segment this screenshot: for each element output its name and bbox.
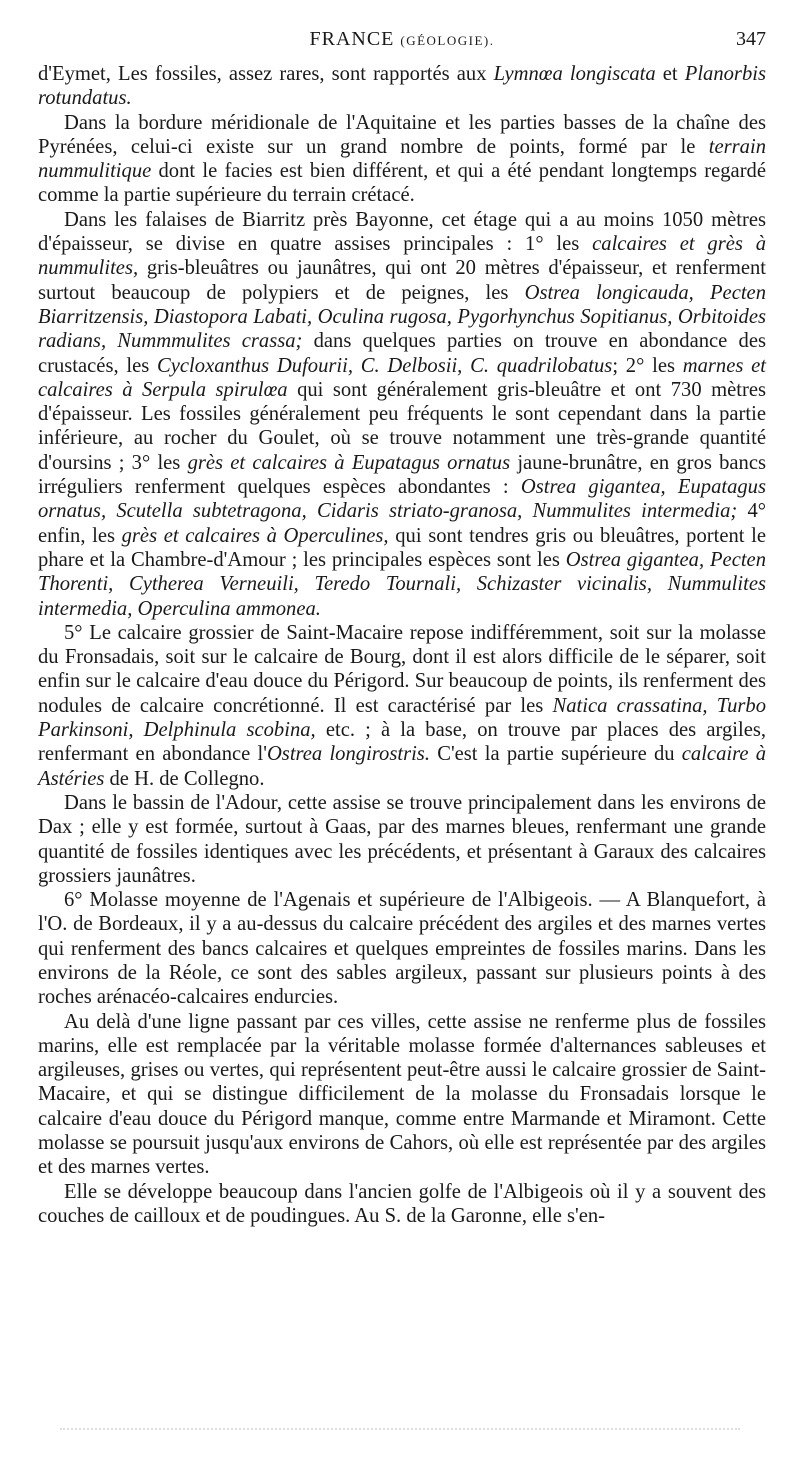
italic-term: calcaire à Astéries bbox=[38, 743, 766, 790]
text-run: dans quelques parties on trouve en abondance des crustacés, les bbox=[38, 330, 766, 377]
italic-term: Cycloxanthus Dufourii, C. Delbosii, C. quadrilobatus bbox=[157, 354, 613, 377]
italic-term: grès et calcaires à Eupatagus ornatus bbox=[187, 451, 511, 474]
text-run: C'est la partie supérieure du bbox=[429, 743, 682, 766]
text-run: 5° Le calcaire grossier de Saint-Macaire repose indifféremment, soit sur la molasse du Fronsadais, soit sur le calcaire de Bourg, dont il est alors difficile de le séparer, soit enfin sur le calcaire d'eau douce du Périgord. Sur beaucoup de points, ils renferment des nodules de calcaire concrétionné. Il est caractérisé par les bbox=[38, 621, 766, 717]
text-run: ; 2° les bbox=[612, 354, 683, 377]
italic-term: Ostrea gigantea, Eupatagus ornatus, Scutella subtetragona, Cidaris striato-granosa, Nummulites intermedia; bbox=[38, 476, 766, 523]
running-title-sub: (GÉOLOGIE). bbox=[400, 33, 495, 48]
text-run: Elle se développe beaucoup dans l'ancien golfe de l'Albigeois où il y a souvent des couches de cailloux et de poudingues. Au S. de la Garonne, elle s'en- bbox=[38, 1180, 766, 1227]
paragraph bbox=[38, 62, 766, 111]
running-title bbox=[38, 28, 766, 51]
text-run: jaune-brunâtre, en gros bancs irréguliers renferment quelques espèces abondantes : bbox=[38, 451, 767, 499]
italic-term: Ostrea longicauda, Pecten Biarritzensis, Diastopora Labati, Oculina rugosa, Pygorhynchus Sopitianus, Orbitoides radians, Nummmulites crassa; bbox=[38, 281, 766, 353]
page-header bbox=[38, 28, 766, 62]
text-run: Au delà d'une ligne passant par ces villes, cette assise ne renferme plus de fossiles marins, elle est remplacée par la véritable molasse formée d'alternances sableuses et argileuses, grises ou vertes, qui représentent peut-être aussi le calcaire grossier de Saint-Macaire, et qui se distingue difficilement de la molasse du Fronsadais lorsque le calcaire d'eau douce du Périgord manque, comme entre Marmande et Miramont. Cette molasse se poursuit jusqu'aux environs de Cahors, où elle est représentée par des argiles et des marnes vertes. bbox=[38, 1010, 766, 1179]
document-page bbox=[38, 28, 766, 1228]
paragraph bbox=[38, 621, 766, 791]
italic-term: Ostrea gigantea, Pecten Thorenti, Cytherea Verneuili, Teredo Tournali, Schizaster vicinalis, Nummulites intermedia, Operculina ammonea. bbox=[38, 548, 766, 620]
italic-term: terrain nummulitique bbox=[38, 135, 766, 183]
text-run: etc. ; à la base, on trouve par places des argiles, renfermant en abondance l' bbox=[38, 719, 767, 766]
text-run: de H. de Collegno. bbox=[104, 767, 265, 790]
paragraph bbox=[38, 111, 766, 208]
text-run: qui sont tendres gris ou bleuâtres, portent le phare et la Chambre-d'Amour ; les principales espèces sont les bbox=[38, 524, 766, 571]
paragraph bbox=[38, 791, 766, 888]
paragraph bbox=[38, 1010, 766, 1180]
paragraph bbox=[38, 888, 766, 1009]
text-run: qui sont généralement gris-bleuâtre et ont 730 mètres d'épaisseur. Les fossiles généralement peu fréquents le sont cependant dans la partie inférieure, au rocher du Goulet, où se trouve notamment une très-grande quantité d'oursins ; 3° les bbox=[38, 378, 766, 474]
italic-term: grès et calcaires à Operculines, bbox=[121, 524, 389, 547]
page-number: 347 bbox=[736, 28, 766, 50]
text-run: gris-bleuâtres ou jaunâtres, qui ont 20 mètres d'épaisseur, et renferment surtout beaucoup de polypiers et de peignes, les bbox=[38, 257, 766, 304]
italic-term: calcaires et grès à nummulites, bbox=[38, 233, 767, 280]
text-run: d'Eymet, Les fossiles, assez rares, sont rapportés aux bbox=[38, 63, 494, 85]
italic-term: Natica crassatina, Turbo Parkinsoni, Delphinula scobina, bbox=[38, 694, 766, 742]
italic-term: Planorbis rotundatus. bbox=[38, 63, 766, 110]
paragraph bbox=[38, 1180, 766, 1229]
running-title-main: FRANCE bbox=[309, 28, 395, 50]
italic-term: marnes et calcaires à Serpula spirulœa bbox=[38, 354, 766, 401]
text-run: et bbox=[655, 63, 685, 85]
italic-term: Ostrea longirostris. bbox=[266, 743, 430, 766]
text-run: Dans la bordure méridionale de l'Aquitaine et les parties basses de la chaîne des Pyrénées, celui-ci existe sur un grand nombre de points, formé par le bbox=[38, 111, 766, 158]
text-run: 4° enfin, les bbox=[38, 500, 766, 547]
text-run: 6° Molasse moyenne de l'Agenais et supérieure de l'Albigeois. — A Blanquefort, à l'O. de Bordeaux, il y a au-dessus du calcaire précédent des argiles et des marnes vertes qui renferment des bancs calcaires et quelques empreintes de fossiles marins. Dans les environs de la Réole, ce sont des sables argileux, passant sur plusieurs points à des roches arénacéo-calcaires endurcies. bbox=[38, 889, 766, 1009]
bottom-scan-artifact bbox=[60, 1428, 740, 1440]
text-run: Dans le bassin de l'Adour, cette assise se trouve principalement dans les environs de Dax ; elle y est formée, surtout à Gaas, par des marnes bleues, renfermant une grande quantité de fossiles identiques avec les précédents, et présentant à Garaux des calcaires grossiers jaunâtres. bbox=[38, 791, 766, 887]
text-run: Dans les falaises de Biarritz près Bayonne, cet étage qui a au moins 1050 mètres d'épaisseur, se divise en quatre assises principales : 1° les bbox=[38, 208, 766, 256]
body-text bbox=[38, 62, 766, 1228]
paragraph bbox=[38, 208, 766, 621]
text-run: dont le facies est bien différent, et qui a été pendant longtemps regardé comme la partie supérieure du terrain crétacé. bbox=[38, 160, 766, 207]
italic-term: Lymnœa longiscata bbox=[493, 63, 656, 85]
